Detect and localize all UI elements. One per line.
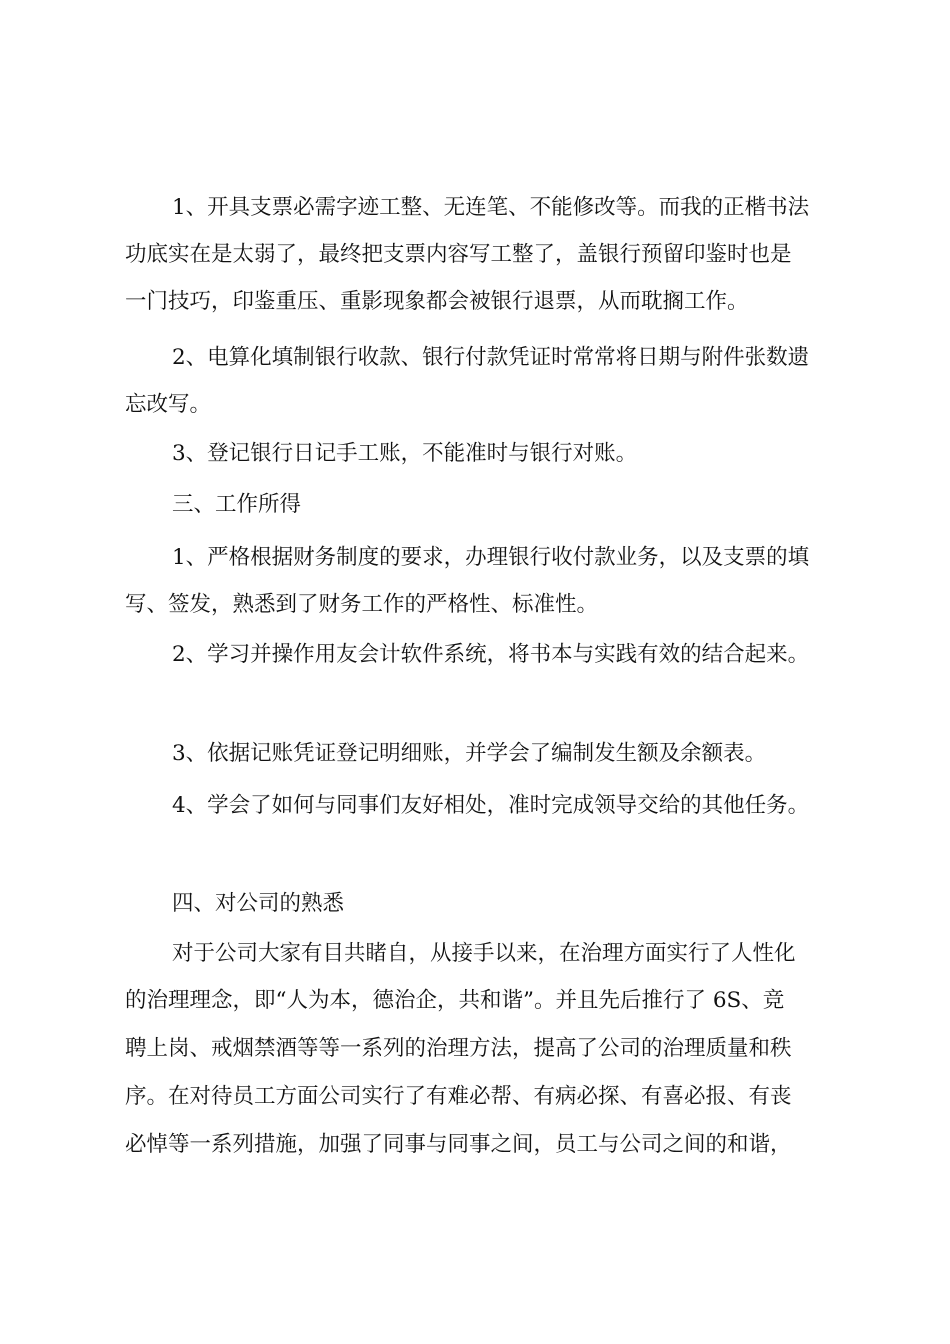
para-line-5: 忘改写。 [125, 392, 212, 417]
para-line-3: 一门技巧，印鉴重压、重影现象都会被银行退票，从而耽搁工作。 [125, 289, 749, 314]
para-line-15: 的治理理念，即“人为本，德治企，共和谐”。并且先后推行了 6S、竞 [125, 988, 785, 1013]
para-line-12: 4、学会了如何与同事们友好相处，准时完成领导交给的其他任务。 [172, 793, 810, 818]
para-line-2: 功底实在是太弱了，最终把支票内容写工整了，盖银行预留印鉴时也是 [125, 242, 792, 267]
para-line-17: 序。在对待员工方面公司实行了有难必帮、有病必探、有喜必报、有丧 [125, 1084, 792, 1109]
para-line-18: 必悼等一系列措施，加强了同事与同事之间，员工与公司之间的和谐， [125, 1132, 792, 1157]
para-line-16: 聘上岗、戒烟禁酒等等一系列的治理方法，提高了公司的治理质量和秩 [125, 1036, 792, 1061]
para-line-4: 2、电算化填制银行收款、银行付款凭证时常常将日期与附件张数遗 [172, 345, 810, 370]
para-line-10: 2、学习并操作用友会计软件系统，将书本与实践有效的结合起来。 [172, 642, 810, 667]
para-line-9: 写、签发，熟悉到了财务工作的严格性、标准性。 [125, 592, 599, 617]
para-line-1: 1、开具支票必需字迹工整、无连笔、不能修改等。而我的正楷书法 [172, 195, 810, 220]
section-heading-4: 四、对公司的熟悉 [172, 891, 345, 916]
section-heading-3: 三、工作所得 [172, 492, 302, 517]
para-line-8: 1、严格根据财务制度的要求，办理银行收付款业务，以及支票的填 [172, 545, 810, 570]
para-line-6: 3、登记银行日记手工账，不能准时与银行对账。 [172, 441, 638, 466]
para-line-11: 3、依据记账凭证登记明细账，并学会了编制发生额及余额表。 [172, 741, 767, 766]
para-line-14: 对于公司大家有目共睹自，从接手以来，在治理方面实行了人性化 [172, 941, 796, 966]
